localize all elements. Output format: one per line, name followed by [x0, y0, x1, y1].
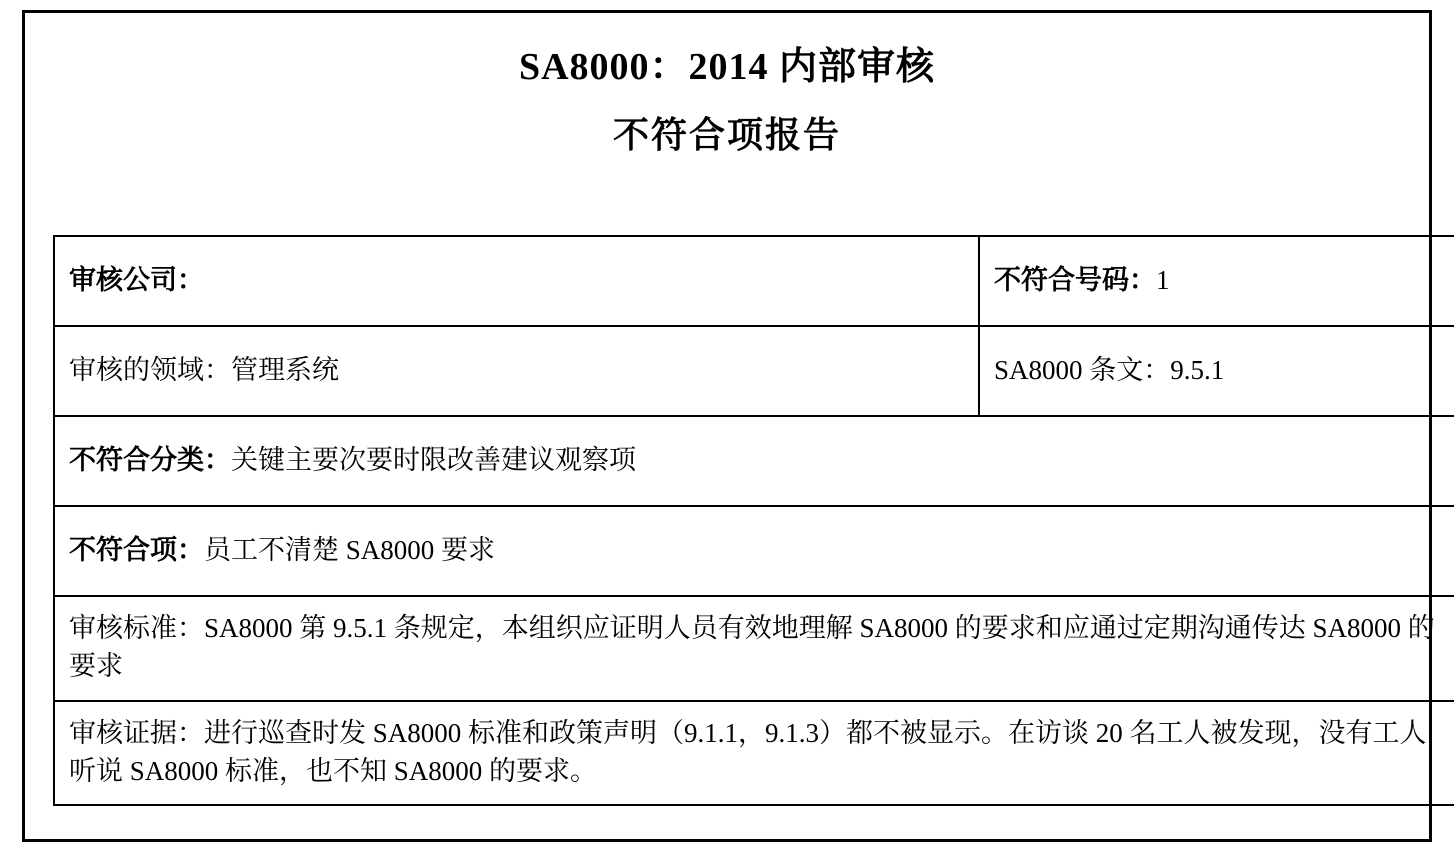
audit-evidence-cell [54, 701, 1454, 806]
page-title: SA8000：2014 内部审核 [518, 46, 936, 88]
nonconformity-number-value: 1 [1156, 264, 1170, 295]
title-block [25, 13, 1429, 154]
audit-area-label: 审核的领域： [69, 354, 231, 385]
table-row [54, 236, 1454, 326]
table-row [54, 326, 1454, 416]
audit-criteria-value: SA8000 第 9.5.1 条规定，本组织应证明人员有效地理解 SA8000 的要求和应通过定期沟通传达 SA8000 的要求 [69, 613, 1435, 682]
audit-area-value: 管理系统 [231, 354, 339, 385]
sa8000-clause-value: 9.5.1 [1170, 354, 1225, 385]
nonconformity-classification-value: 关键主要次要时限改善建议观察项 [231, 444, 636, 475]
page-subtitle: 不符合项报告 [612, 113, 841, 155]
table-row [54, 701, 1454, 806]
nonconformity-report-table [53, 235, 1454, 806]
audit-evidence-label: 审核证据： [69, 717, 204, 748]
nonconformity-item-value: 员工不清楚 SA8000 要求 [204, 534, 496, 565]
nonconformity-number-label: 不符合号码： [994, 264, 1156, 295]
audit-company-cell [54, 236, 979, 326]
document-frame [22, 10, 1435, 842]
sa8000-clause-label: SA8000 条文： [994, 354, 1171, 385]
table-row [54, 596, 1454, 701]
nonconformity-item-label: 不符合项： [69, 534, 204, 565]
audit-area-cell [54, 326, 979, 416]
nonconformity-classification-cell [54, 416, 1454, 506]
nonconformity-classification-label: 不符合分类： [69, 444, 231, 475]
table-row [54, 506, 1454, 596]
sa8000-clause-cell [979, 326, 1454, 416]
audit-company-label: 审核公司： [69, 264, 204, 295]
audit-criteria-label: 审核标准： [69, 613, 204, 643]
table-row [54, 416, 1454, 506]
nonconformity-number-cell [979, 236, 1454, 326]
audit-criteria-cell [54, 596, 1454, 701]
nonconformity-item-cell [54, 506, 1454, 596]
audit-evidence-value: 进行巡查时发 SA8000 标准和政策声明（9.1.1，9.1.3）都不被显示。在访谈 20 名工人被发现，没有工人听说 SA8000 标准，也不知 SA8000 的要求。 [69, 717, 1427, 786]
